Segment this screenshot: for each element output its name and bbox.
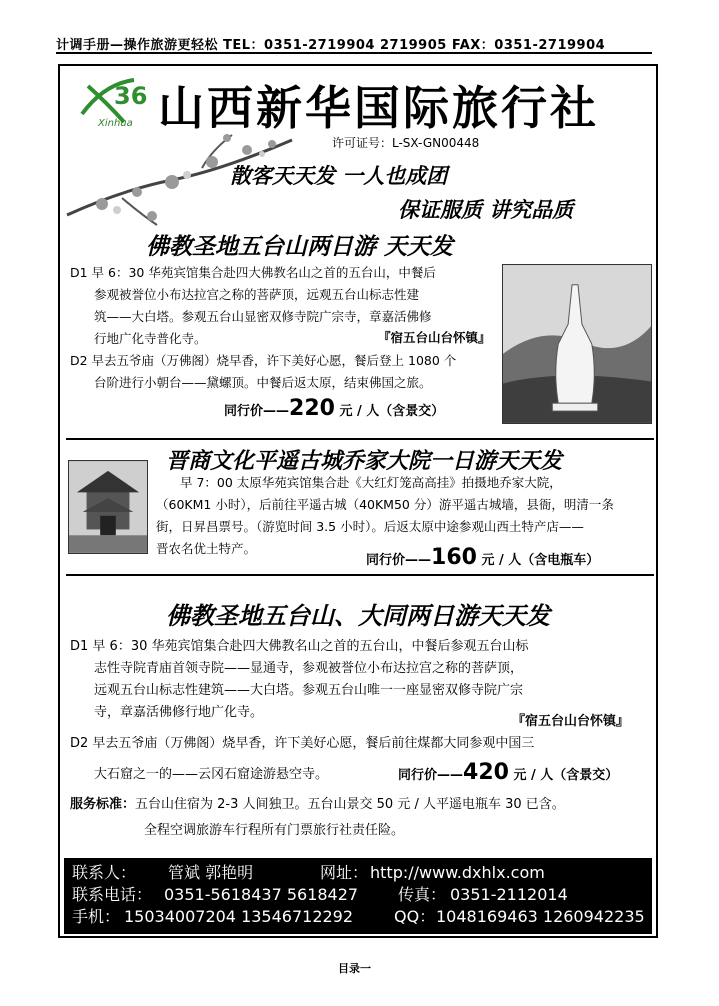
- price-label: 同行价——: [224, 404, 290, 419]
- price-suffix: 元 / 人（含电瓶车）: [481, 553, 600, 568]
- contact-row: [72, 906, 644, 928]
- tour2-price: [366, 545, 599, 570]
- divider: [66, 438, 654, 440]
- tour-note: 全程空调旅游车行程所有门票旅行社责任险。: [144, 823, 405, 838]
- contact-panel: [64, 858, 652, 934]
- company-name: 山西新华国际旅行社: [158, 81, 599, 135]
- tour3-hotel: 『宿五台山台怀镇』: [512, 714, 630, 729]
- tour2-line: 街，日昇昌票号。（游览时间 3.5 小时）。后返太原中途参观山西土特产店——: [156, 519, 584, 534]
- phone-label: 联系电话：: [72, 885, 153, 904]
- tour1-line: 行地广化寺普化寺。: [94, 331, 207, 346]
- price-suffix: 元 / 人（含景交）: [513, 768, 619, 783]
- tour3-line: 远观五台山标志性建筑——大白塔。参观五台山唯一一座显密双修寺院广宗: [94, 683, 524, 698]
- price-value: 220: [289, 396, 335, 421]
- tour2-line: 晋农名优土特产。: [156, 541, 257, 556]
- contact-person-label: 联系人：: [72, 863, 137, 882]
- tour1-itinerary-d2: [70, 350, 456, 394]
- tour1-line: 台阶进行小朝台——黛螺顶。中餐后返太原，结束佛国之旅。: [94, 375, 432, 390]
- service-label: 服务标准：: [70, 797, 136, 812]
- page-footer: 目录一: [338, 962, 371, 975]
- fax-label: 传真：: [398, 885, 447, 904]
- contact-row: [72, 884, 644, 906]
- tour2-title: 晋商文化平遥古城乔家大院一日游天天发: [166, 448, 563, 474]
- qq-label: QQ：: [394, 907, 436, 926]
- tour3-d2b: 大石窟之一的——云冈石窟途游悬空寺。: [94, 767, 329, 782]
- price-value: 420: [463, 760, 509, 785]
- tour3-d2: D2 早去五爷庙（万佛阁）烧早香，许下美好心愿，餐后前往煤都大同参观中国三: [70, 736, 535, 751]
- website-label: 网址：: [320, 863, 369, 882]
- fax-number: 0351-2112014: [450, 885, 568, 904]
- tour1-price: [224, 396, 444, 421]
- license-number: 许可证号：L-SX-GN00448: [332, 136, 480, 150]
- tour1-line: 参观被誉位小布达拉宫之称的菩萨顶，远观五台山标志性建: [94, 287, 420, 302]
- white-pagoda-photo: [502, 264, 652, 424]
- tour3-title: 佛教圣地五台山、大同两日游天天发: [166, 601, 550, 630]
- service-text: 五台山住宿为 2-3 人间独卫。五台山景交 50 元 / 人平遥电瓶车 30 已含。: [135, 797, 565, 812]
- tour2-line: 早 7：00 太原华苑宾馆集合赴《大红灯笼高高挂》拍摄地乔家大院，: [180, 475, 562, 490]
- header-contact-line: 计调手册—操作旅游更轻松 TEL：0351-2719904 2719905 FAX：0351-2719904: [56, 34, 652, 54]
- tour3-price: [398, 760, 618, 785]
- tour1-hotel: 『宿五台山台怀镇』: [378, 330, 491, 345]
- qq-numbers: 1048169463 1260942235: [436, 907, 645, 926]
- logo-caption: Xinhua: [98, 118, 133, 129]
- contact-row: [72, 862, 644, 884]
- tour1-line: D1 早 6：30 华苑宾馆集合赴四大佛教名山之首的五台山，中餐后: [70, 265, 436, 280]
- price-label: 同行价——: [398, 768, 464, 783]
- service-standard: [70, 794, 565, 816]
- tour1-line: 筑——大白塔。参观五台山显密双修寺院广宗寺，章嘉活佛修: [94, 309, 432, 324]
- phone-numbers: 0351-5618437 5618427: [164, 885, 359, 904]
- tour1-title: 佛教圣地五台山两日游 天天发: [146, 233, 454, 260]
- tour2-line: （60KM1 小时），后前往平遥古城（40KM50 分）游平遥古城墙，县衙，明清一条: [156, 497, 614, 512]
- slogan-line-1: 散客天天发 一人也成团: [230, 163, 448, 188]
- tour3-line: 志性寺院青庙首领寺院——显通寺，参观被誉位小布达拉宫之称的菩萨顶，: [94, 661, 524, 676]
- price-label: 同行价——: [366, 553, 432, 568]
- logo-mark-text: 36: [114, 82, 148, 110]
- tour3-itinerary: [70, 636, 529, 724]
- price-suffix: 元 / 人（含景交）: [339, 404, 445, 419]
- divider: [66, 574, 654, 576]
- price-value: 160: [431, 545, 477, 570]
- contact-persons: 管斌 郭艳明: [168, 863, 254, 882]
- slogan-line-2: 保证服质 讲究品质: [398, 197, 574, 222]
- tour3-line: 寺，章嘉活佛修行地广化寺。: [94, 705, 264, 720]
- tour1-line: D2 早去五爷庙（万佛阁）烧早香，许下美好心愿，餐后登上 1080 个: [70, 353, 457, 368]
- mobile-numbers: 15034007204 13546712292: [124, 907, 354, 926]
- mobile-label: 手机：: [72, 907, 121, 926]
- tour3-line: D1 早 6：30 华苑宾馆集合赴四大佛教名山之首的五台山，中餐后参观五台山标: [70, 639, 529, 654]
- website-link[interactable]: http://www.dxhlx.com: [370, 863, 545, 882]
- qiao-compound-photo: [68, 460, 148, 554]
